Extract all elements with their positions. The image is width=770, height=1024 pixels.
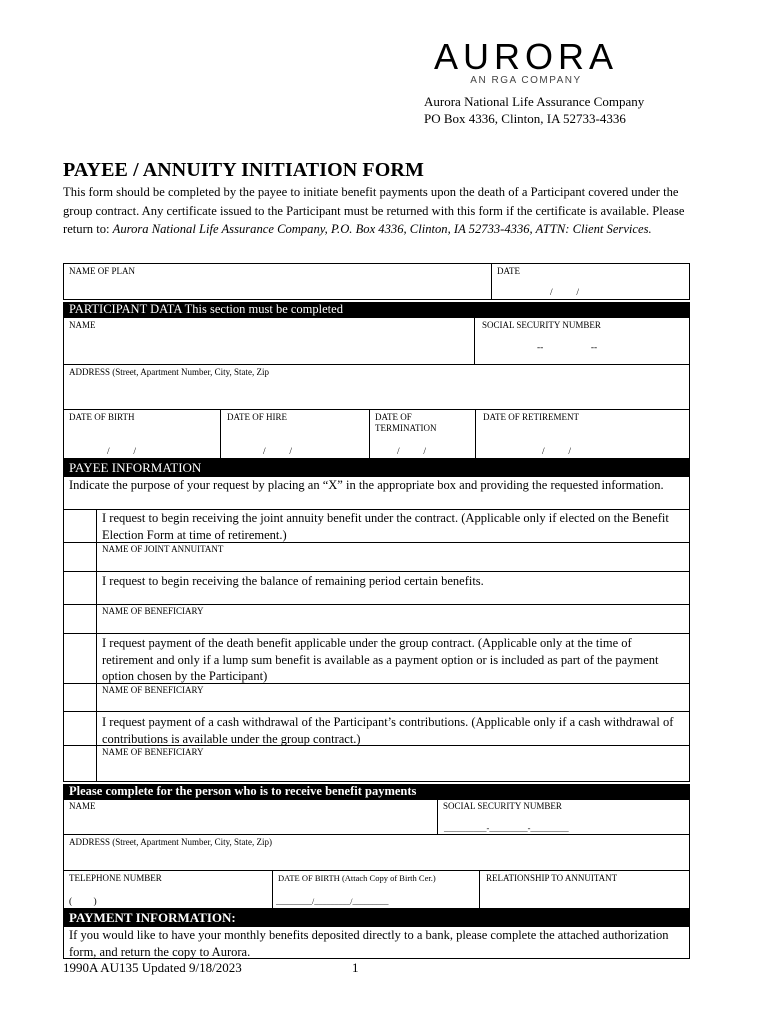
option-1-spacer	[63, 542, 97, 572]
participant-dob-label: DATE OF BIRTH	[69, 412, 135, 422]
intro-return-address: Aurora National Life Assurance Company, P.O. Box 4336, Clinton, IA 52733-4336, ATTN: Client Services.	[112, 222, 652, 236]
company-address: PO Box 4336, Clinton, IA 52733-4336	[424, 111, 626, 126]
option-3-text: I request payment of the death benefit applicable under the group contract. (Applicable only at the time of retirement and only if a lump sum benefit is available as a payment option or is included as part of the payment option chosen by the Participant)	[102, 636, 659, 683]
payee-instructions: Indicate the purpose of your request by placing an “X” in the appropriate box and providing the requested information.	[69, 478, 664, 492]
plan-name-label: NAME OF PLAN	[69, 266, 136, 276]
participant-termination-label: DATE OF TERMINATION	[375, 412, 437, 433]
intro-paragraph	[63, 183, 703, 239]
participant-name-field[interactable]	[63, 317, 475, 365]
recipient-ssn-format: __________-_________-_________	[444, 823, 569, 833]
option-2-text: I request to begin receiving the balance of remaining period certain benefits.	[102, 574, 484, 588]
participant-termination-format: / /	[397, 447, 427, 457]
participant-section-header: PARTICIPANT DATA This section must be completed	[63, 302, 690, 317]
option-2-beneficiary-label: NAME OF BENEFICIARY	[102, 606, 204, 616]
payment-info-text: If you would like to have your monthly benefits deposited directly to a bank, please complete the attached authorization form, and return the copy to Aurora.	[69, 928, 669, 959]
option-2-spacer	[63, 604, 97, 634]
payee-section-header: PAYEE INFORMATION	[63, 459, 690, 476]
option-4-beneficiary-label: NAME OF BENEFICIARY	[102, 747, 204, 757]
recipient-dob-format: _________/_________/_________	[276, 897, 389, 906]
company-logo	[424, 38, 628, 86]
participant-name-label: NAME	[69, 320, 96, 330]
recipient-address-label: ADDRESS (Street, Apartment Number, City, State, Zip)	[69, 837, 273, 847]
recipient-phone-label: TELEPHONE NUMBER	[69, 873, 162, 883]
plan-date-format: / /	[550, 288, 580, 298]
participant-retirement-label: DATE OF RETIREMENT	[483, 412, 579, 422]
company-name: Aurora National Life Assurance Company	[424, 94, 645, 109]
participant-hire-label: DATE OF HIRE	[227, 412, 287, 422]
page-number: 1	[352, 960, 359, 975]
recipient-ssn-label: SOCIAL SECURITY NUMBER	[443, 801, 562, 811]
option-1-text: I request to begin receiving the joint annuity benefit under the contract. (Applicable only if elected on the Benefit Election Form at time of retirement.)	[102, 511, 669, 542]
company-address-block	[424, 93, 644, 127]
option-4-spacer	[63, 745, 97, 782]
recipient-phone-format: ( )	[69, 897, 97, 907]
option-3-checkbox[interactable]	[63, 633, 97, 684]
recipient-section-header: Please complete for the person who is to receive benefit payments	[63, 784, 690, 799]
recipient-name-field[interactable]	[63, 799, 438, 835]
plan-date-field[interactable]	[491, 263, 690, 300]
participant-ssn-format: -- --	[537, 343, 598, 353]
option-4-text: I request payment of a cash withdrawal of the Participant’s contributions. (Applicable only if a cash withdrawal of contributions is available under the group contract.)	[102, 715, 674, 746]
participant-dob-format: / /	[107, 447, 137, 457]
plan-date-label: DATE	[497, 266, 520, 276]
option-3-beneficiary-label: NAME OF BENEFICIARY	[102, 685, 204, 695]
participant-address-label: ADDRESS (Street, Apartment Number, City, State, Zip	[69, 367, 270, 377]
participant-ssn-label: SOCIAL SECURITY NUMBER	[482, 320, 601, 330]
logo-tagline: AN RGA COMPANY	[470, 75, 582, 86]
option-4-checkbox[interactable]	[63, 711, 97, 746]
option-3-spacer	[63, 683, 97, 712]
recipient-name-label: NAME	[69, 801, 96, 811]
recipient-dob-label: DATE OF BIRTH (Attach Copy of Birth Cer.)	[278, 873, 436, 883]
participant-retirement-format: / /	[542, 447, 572, 457]
option-2-checkbox[interactable]	[63, 571, 97, 605]
logo-wordmark: AURORA	[433, 36, 619, 77]
intro-text: This form should be completed by the payee to initiate benefit payments upon the death of a Participant covered under the group contract. Any certificate issued to the Participant must be returned with this form if the certificate is available. Please return to:	[63, 185, 685, 236]
joint-annuitant-label: NAME OF JOINT ANNUITANT	[102, 544, 224, 554]
participant-hire-format: / /	[263, 447, 293, 457]
form-title: PAYEE / ANNUITY INITIATION FORM	[63, 159, 424, 181]
form-id: 1990A AU135 Updated 9/18/2023	[63, 960, 242, 975]
recipient-relationship-label: RELATIONSHIP TO ANNUITANT	[486, 873, 618, 883]
option-1-checkbox[interactable]	[63, 509, 97, 543]
payment-section-header: PAYMENT INFORMATION:	[63, 909, 690, 926]
